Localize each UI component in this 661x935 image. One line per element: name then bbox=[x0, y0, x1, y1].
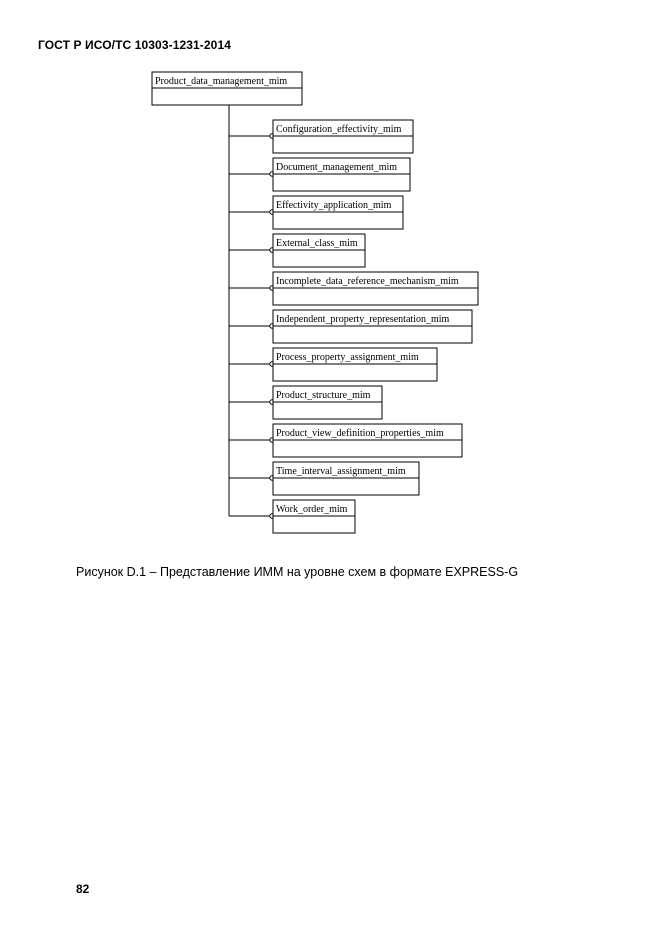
figure-caption: Рисунок D.1 – Представление ИММ на уровне схем в формате EXPRESS-G bbox=[76, 565, 519, 579]
entity-label: Incomplete_data_reference_mechanism_mim bbox=[276, 276, 459, 287]
page-number: 82 bbox=[76, 882, 90, 896]
entity-label: Product_view_definition_properties_mim bbox=[276, 428, 444, 439]
entity-label: Effectivity_application_mim bbox=[276, 200, 392, 211]
entity-label: Document_management_mim bbox=[276, 162, 398, 173]
entity-label: Process_property_assignment_mim bbox=[276, 352, 419, 363]
entity-label: External_class_mim bbox=[276, 238, 358, 249]
entity-label: Work_order_mim bbox=[276, 504, 348, 515]
entity-label-root: Product_data_management_mim bbox=[155, 76, 288, 87]
entity-label: Time_interval_assignment_mim bbox=[276, 466, 406, 477]
entity-label: Independent_property_representation_mim bbox=[276, 314, 450, 325]
entity-label: Product_structure_mim bbox=[276, 390, 371, 401]
entity-label: Configuration_effectivity_mim bbox=[276, 124, 402, 135]
document-header: ГОСТ Р ИСО/ТС 10303-1231-2014 bbox=[38, 38, 231, 52]
